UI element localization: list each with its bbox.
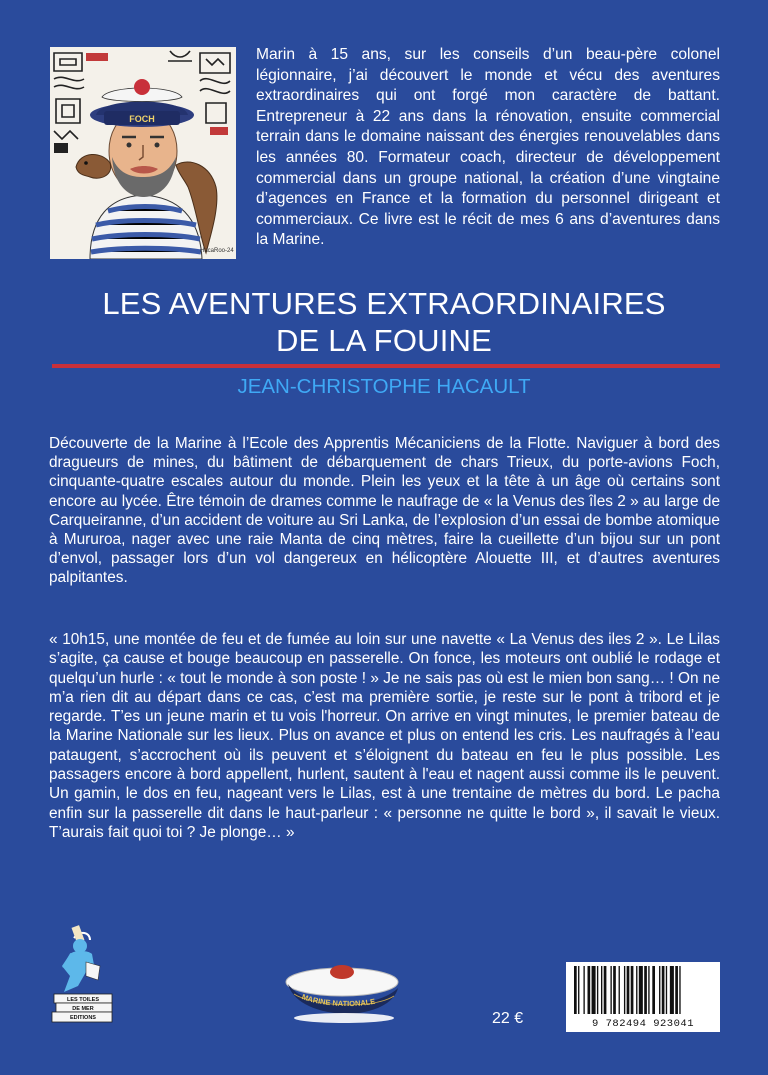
barcode-bar xyxy=(624,966,625,1014)
barcode-bar xyxy=(597,966,598,1014)
barcode-bar xyxy=(619,966,620,1014)
book-title xyxy=(0,285,768,359)
barcode-bar xyxy=(652,966,655,1014)
barcode-bar xyxy=(631,966,634,1014)
price: 22 € xyxy=(492,1010,524,1027)
barcode-bar xyxy=(666,966,667,1014)
publisher-logo xyxy=(50,924,118,1024)
title-divider xyxy=(52,364,720,368)
barcode-bar xyxy=(613,966,616,1014)
barcode-bar xyxy=(662,966,665,1014)
barcode-bar xyxy=(627,966,630,1014)
barcode-bar xyxy=(604,966,607,1014)
barcode-bar xyxy=(574,966,577,1014)
isbn-number: 9 782494 923041 xyxy=(591,1018,694,1030)
isbn-barcode xyxy=(566,962,720,1032)
book-title-line-2: DE LA FOUINE xyxy=(275,323,492,358)
barcode-bar xyxy=(578,966,579,1014)
book-excerpt: « 10h15, une montée de feu et de fumée au loin sur une navette « La Venus des iles 2 ». Le Lilas s’agite, ça cause et bouge beaucoup en passerelle. On fonce, les moteurs ont oublié le rodage et quelqu’un hurle : « tout le monde à son poste ! » Je ne sais pas où est le mien bon sang… ! On ne m’a rien dit au départ dans ce cas, c’est ma première sortie, je reste sur le pont à tribord et je regarde. T’es un jeune marin et tu vois l'horreur. On arrive en vingt minutes, le premier bateau de la Marine Nationale sur les lieux. Plus on avance et plus on entend les cris. Les naufragés à l’eau pataugent, s’accrochent où ils peuvent et s’éloignent du bateau en feu le plus possible. Les passagers encore à bord appellent, hurlent, sautent à l'eau et nagent aussi comme ils le peuvent. Un gamin, le dos en feu, nageant vers le Lilas, est à une trentaine de mètres du bord. Le pacha enfin sur la passerelle dit dans le haut-parleur : « personne ne quitte le bord », il savait le vieux. T’aurais fait quoi toi ? Je plonge… » xyxy=(49,631,720,841)
barcode-bar xyxy=(670,966,674,1014)
barcode-bars xyxy=(572,966,714,1014)
barcode-bar xyxy=(583,966,584,1014)
sailor-cap-image xyxy=(282,960,404,1026)
barcode-bar xyxy=(659,966,660,1014)
publisher-name-line-3: EDITIONS xyxy=(70,1015,96,1021)
barcode-bar xyxy=(601,966,602,1014)
barcode-bar xyxy=(592,966,596,1014)
publisher-name-line-1: LES TOILES xyxy=(67,997,99,1003)
author-portrait xyxy=(50,47,236,259)
publisher-name-line-2: DE MER xyxy=(72,1006,94,1012)
cap-band-text: MARINE NATIONALE xyxy=(300,992,376,1009)
barcode-bar xyxy=(639,966,643,1014)
author-biography: Marin à 15 ans, sur les conseils d’un beau-père colonel légionnaire, j’ai découvert le monde et vécu des aventures extraordinaires qui ont forgé mon caractère de battant. Entrepreneur à 22 ans dans la rénovation, ensuite commercial terrain dans le domaine naissant des énergies renouvelables dans les années 80. Formateur coach, directeur de développement commercial dans un groupe national, la création d’une vingtaine d’agences en France et la formation du personnel dirigeant et commerciaux. Ce livre est le récit de mes 6 ans d’aventures dans la Marine. xyxy=(256,46,720,249)
book-summary: Découverte de la Marine à l’Ecole des Apprentis Mécaniciens de la Flotte. Naviguer à bord des dragueurs de mines, du bâtiment de débarquement de chars Trieux, du porte-avions Foch, cinquante-quatre escales autour du monde. Plein les yeux et la tête à un âge où certains sont encore au lycée. Être témoin de drames comme le naufrage de « la Venus des îles 2 » au large de Carqueiranne, d’un accident de voiture au Sri Lanka, de l’explosion d’un essai de bombe atomique à Mururoa, nager avec une raie Manta de cinq mètres, faire la cueillette d’un bijou sur un pont d’envol, passager lors d’un vol dangereux en hélicoptère Alouette III, et d’autres aventures palpitantes. xyxy=(49,435,720,587)
barcode-bar xyxy=(610,966,611,1014)
barcode-bar xyxy=(648,966,649,1014)
cap-text: FOCH xyxy=(129,114,155,124)
barcode-bar xyxy=(679,966,680,1014)
portrait-signature: HacaRoo-24 xyxy=(200,248,234,254)
barcode-bar xyxy=(675,966,678,1014)
barcode-bar xyxy=(588,966,591,1014)
book-title-line-1: LES AVENTURES EXTRAORDINAIRES xyxy=(102,286,666,321)
barcode-bar xyxy=(644,966,647,1014)
author-name: JEAN-CHRISTOPHE HACAULT xyxy=(237,375,531,398)
barcode-bar xyxy=(636,966,637,1014)
